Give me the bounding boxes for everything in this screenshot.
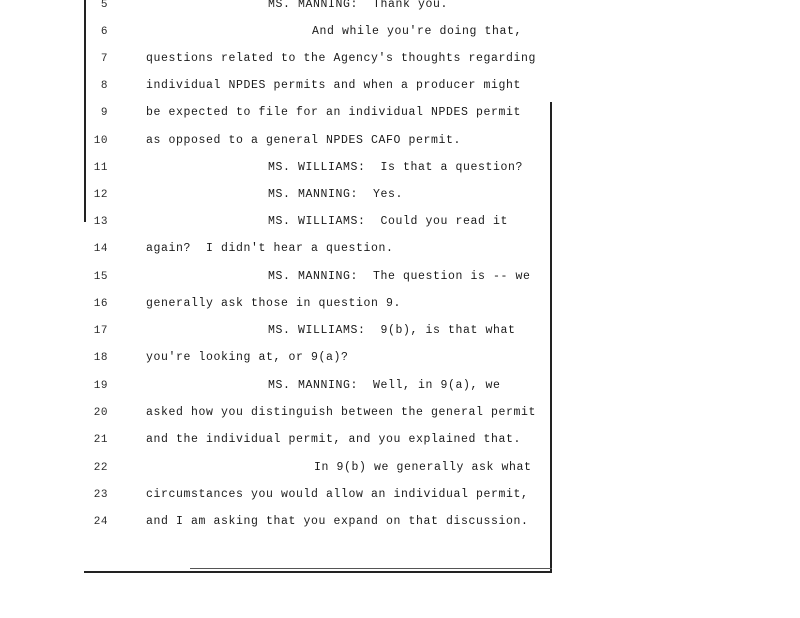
line-number: 11	[93, 162, 108, 174]
line-number: 21	[93, 434, 108, 446]
transcript-line: individual NPDES permits and when a producer might	[146, 79, 522, 92]
transcript-line: MS. WILLIAMS: 9(b), is that what	[268, 324, 516, 337]
line-number: 23	[93, 489, 108, 501]
transcript-line: MS. MANNING: Well, in 9(a), we	[268, 379, 501, 392]
page-border-right	[550, 102, 552, 572]
transcript-line: questions related to the Agency's thoughts regarding	[146, 52, 537, 65]
transcript-line: as opposed to a general NPDES CAFO permit.	[146, 134, 462, 147]
transcript-line: and the individual permit, and you explained that.	[146, 433, 522, 446]
line-number: 22	[93, 462, 108, 474]
transcript-line: again? I didn't hear a question.	[146, 242, 394, 255]
transcript-line: generally ask those in question 9.	[146, 297, 402, 310]
line-number: 5	[100, 0, 108, 11]
transcript-line: In 9(b) we generally ask what	[314, 461, 532, 474]
transcript-line: And while you're doing that,	[312, 25, 523, 38]
page-border-bottom-inner	[190, 568, 552, 569]
line-number: 12	[93, 189, 108, 201]
transcript-line: asked how you distinguish between the general permit	[146, 406, 537, 419]
line-number: 6	[100, 26, 108, 38]
transcript-line: circumstances you would allow an individual permit,	[146, 488, 529, 501]
line-number: 7	[100, 53, 108, 65]
line-number: 20	[93, 407, 108, 419]
transcript-line: you're looking at, or 9(a)?	[146, 351, 349, 364]
line-number: 17	[93, 325, 108, 337]
transcript-line: and I am asking that you expand on that discussion.	[146, 515, 529, 528]
line-number: 13	[93, 216, 108, 228]
line-number: 9	[100, 107, 108, 119]
line-number: 16	[93, 298, 108, 310]
transcript-line: be expected to file for an individual NPDES permit	[146, 106, 522, 119]
line-number: 14	[93, 243, 108, 255]
transcript-line: MS. MANNING: Thank you.	[268, 0, 449, 11]
line-number: 8	[100, 80, 108, 92]
line-number: 19	[93, 380, 108, 392]
transcript-line: MS. MANNING: Yes.	[268, 188, 404, 201]
line-number: 10	[93, 135, 108, 147]
transcript-line: MS. MANNING: The question is -- we	[268, 270, 531, 283]
line-number: 15	[93, 271, 108, 283]
transcript-line: MS. WILLIAMS: Is that a question?	[268, 161, 524, 174]
line-number: 18	[93, 352, 108, 364]
line-number: 24	[93, 516, 108, 528]
transcript-line: MS. WILLIAMS: Could you read it	[268, 215, 509, 228]
page-border-bottom	[84, 571, 552, 573]
